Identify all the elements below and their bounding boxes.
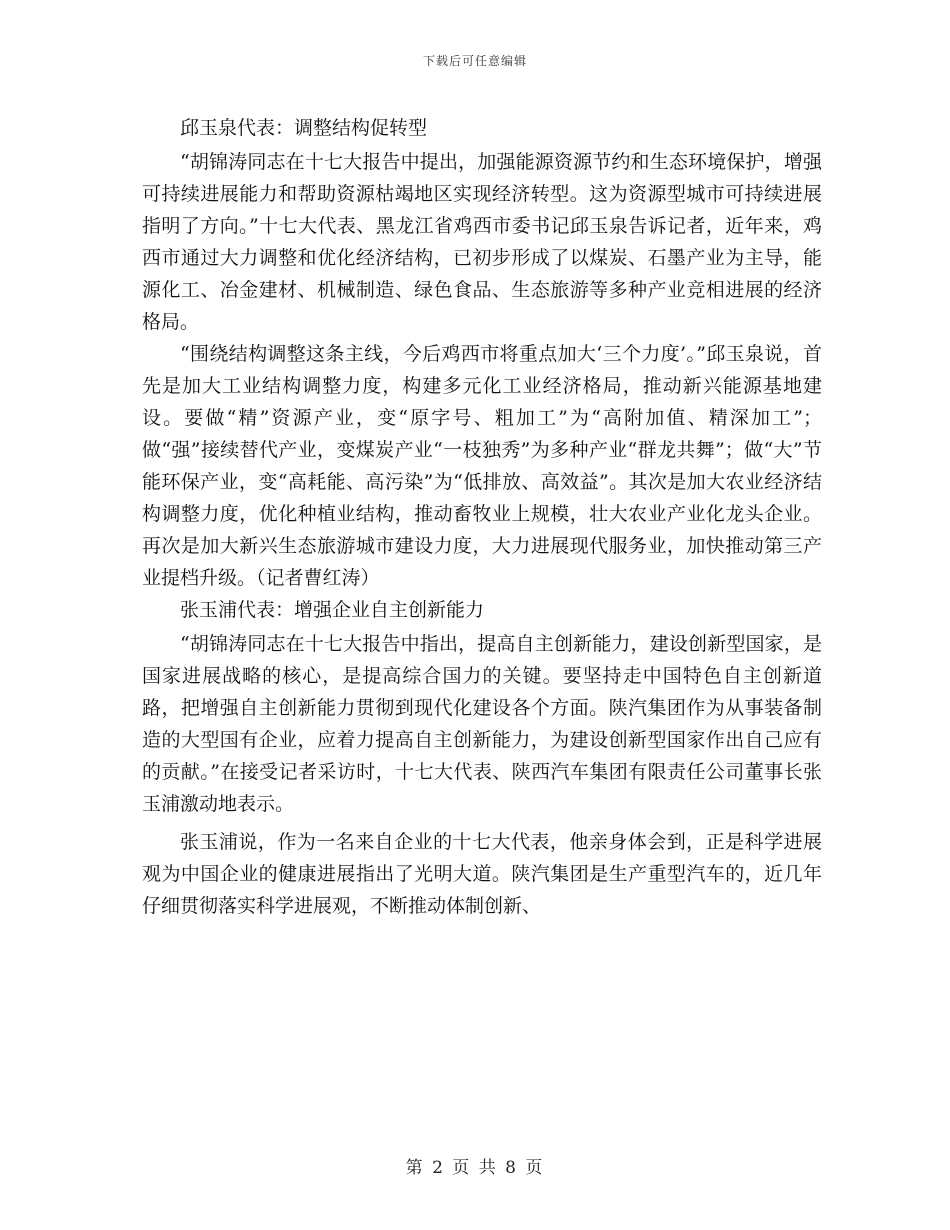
page-number: 第 2 页 共 8 页 [405,1158,545,1178]
paragraph-qiu-three-efforts: “围绕结构调整这条主线，今后鸡西市将重点加大‘三个力度’。”邱玉泉说，首先是加大工业结构调整力度，构建多元化工业经济格局，推动新兴能源基地建设。要做“精”资源产业，变“原字号、粗加工”为“高附加值、精深加工”；做“强”接续替代产业，变煤炭产业“一枝独秀”为多种产业“群龙共舞”；做“大”节能环保产业，变“高耗能、高污染”为“低排放、高效益”。其次是加大农业经济结构调整力度，优化种植业结构，推动畜牧业上规模，壮大农业产业化龙头企业。再次是加大新兴生态旅游城市建设力度，大力进展现代服务业，加快推动第三产业提档升级。（记者曹红涛） [142,343,822,589]
document-body [142,112,822,922]
section-heading-qiu: 邱玉泉代表：调整结构促转型 [180,117,428,139]
page-header: 下载后可任意编辑 [422,54,527,68]
paragraph-zhang-quote: “胡锦涛同志在十七大报告中指出，提高自主创新能力，建设创新型国家，是国家进展战略的核心，是提高综合国力的关键。要坚持走中国特色自主创新道路，把增强自主创新能力贯彻到现代化建设各个方面。陕汽集团作为从事装备制造的大型国有企业，应着力提高自主创新能力，为建设创新型国家作出自己应有的贡献。”在接受记者采访时，十七大代表、陕西汽车集团有限责任公司董事长张玉浦激动地表示。 [142,633,822,815]
paragraph-qiu-quote: “胡锦涛同志在十七大报告中提出，加强能源资源节约和生态环境保护，增强可持续进展能力和帮助资源枯竭地区实现经济转型。这为资源型城市可持续进展指明了方向。”十七大代表、黑龙江省鸡西市委书记邱玉泉告诉记者，近年来，鸡西市通过大力调整和优化经济结构，已初步形成了以煤炭、石墨产业为主导，能源化工、冶金建材、机械制造、绿色食品、生态旅游等多种产业竞相进展的经济格局。 [142,151,822,333]
paragraph-zhang-experience: 张玉浦说，作为一名来自企业的十七大代表，他亲身体会到，正是科学进展观为中国企业的健康进展指出了光明大道。陕汽集团是生产重型汽车的，近几年仔细贯彻落实科学进展观，不断推动体制创新、 [142,831,822,917]
section-heading-zhang: 张玉浦代表：增强企业自主创新能力 [180,599,485,621]
